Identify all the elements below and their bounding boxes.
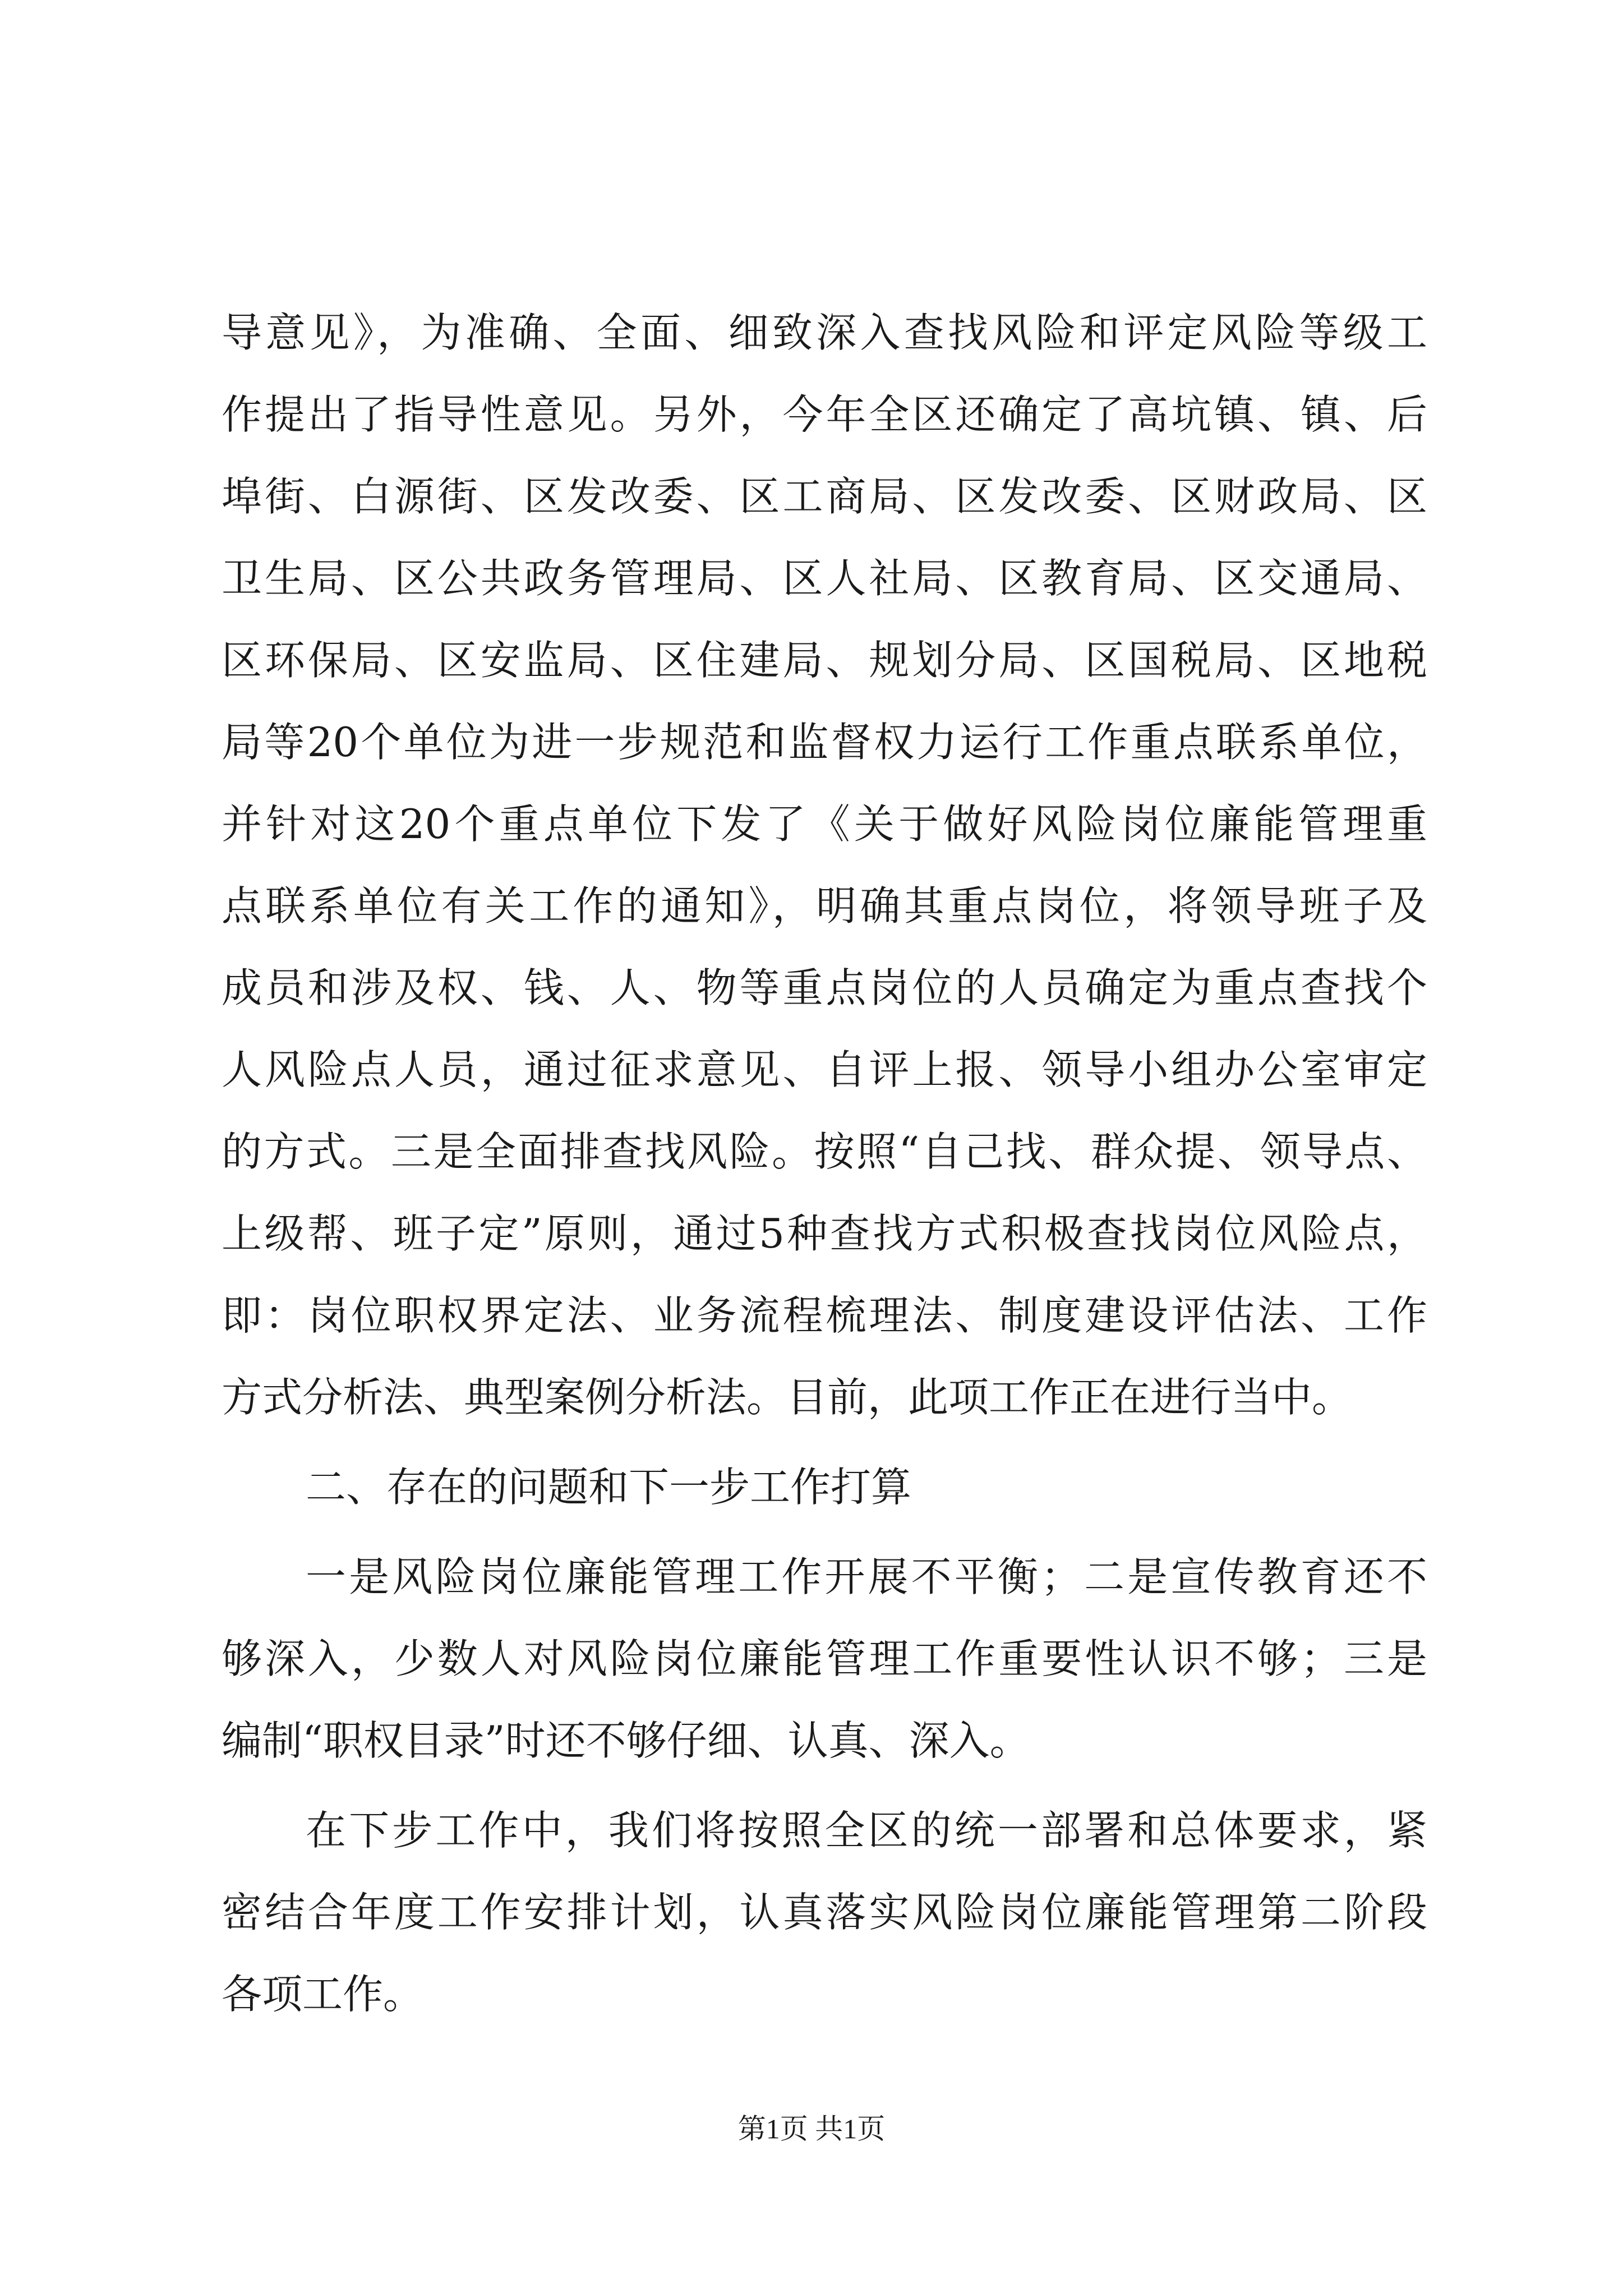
text-line: 即：岗位职权界定法、业务流程梳理法、制度建设评估法、工作 — [222, 1292, 1427, 1339]
text-line: 并针对这20个重点单位下发了《关于做好风险岗位廉能管理重 — [222, 800, 1427, 848]
text-line: 编制“职权目录”时还不够仔细、认真、深入。 — [222, 1717, 1030, 1764]
text-line: 埠街、白源街、区发改委、区工商局、区发改委、区财政局、区 — [222, 473, 1427, 520]
text-line: 导意见》，为准确、全面、细致深入查找风险和评定风险等级工 — [222, 309, 1427, 356]
text-line: 上级帮、班子定”原则，通过5种查找方式积极查找岗位风险点， — [222, 1210, 1427, 1257]
text-line: 各项工作。 — [222, 1971, 424, 2018]
text-line: 区环保局、区安监局、区住建局、规划分局、区国税局、区地税 — [222, 637, 1427, 684]
text-line: 局等20个单位为进一步规范和监督权力运行工作重点联系单位， — [222, 719, 1427, 766]
section-heading — [222, 1446, 1427, 1528]
text-line: 够深入，少数人对风险岗位廉能管理工作重要性认识不够；三是 — [222, 1635, 1427, 1682]
text-line: 在下步工作中，我们将按照全区的统一部署和总体要求，紧 — [306, 1807, 1427, 1854]
paragraph-next-steps — [222, 1789, 1427, 2035]
paragraph-continuation — [222, 292, 1427, 1438]
text-line: 人风险点人员，通过征求意见、自评上报、领导小组办公室审定 — [222, 1046, 1427, 1093]
text-line: 成员和涉及权、钱、人、物等重点岗位的人员确定为重点查找个 — [222, 964, 1427, 1011]
paragraph-problems — [222, 1536, 1427, 1782]
text-line: 点联系单位有关工作的通知》，明确其重点岗位，将领导班子及 — [222, 882, 1427, 930]
text-line: 的方式。三是全面排查找风险。按照“自己找、群众提、领导点、 — [222, 1128, 1427, 1175]
text-line: 方式分析法、典型案例分析法。目前，此项工作正在进行当中。 — [222, 1374, 1353, 1421]
page-number-footer: 第1页 共1页 — [737, 2113, 886, 2145]
document-body — [222, 292, 1427, 2035]
section-heading-text: 二、存在的问题和下一步工作打算 — [306, 1464, 912, 1511]
text-line: 卫生局、区公共政务管理局、区人社局、区教育局、区交通局、 — [222, 555, 1427, 602]
text-line: 一是风险岗位廉能管理工作开展不平衡；二是宣传教育还不 — [306, 1553, 1427, 1600]
text-line: 密结合年度工作安排计划，认真落实风险岗位廉能管理第二阶段 — [222, 1889, 1427, 1936]
text-line: 作提出了指导性意见。另外，今年全区还确定了高坑镇、镇、后 — [222, 391, 1427, 438]
